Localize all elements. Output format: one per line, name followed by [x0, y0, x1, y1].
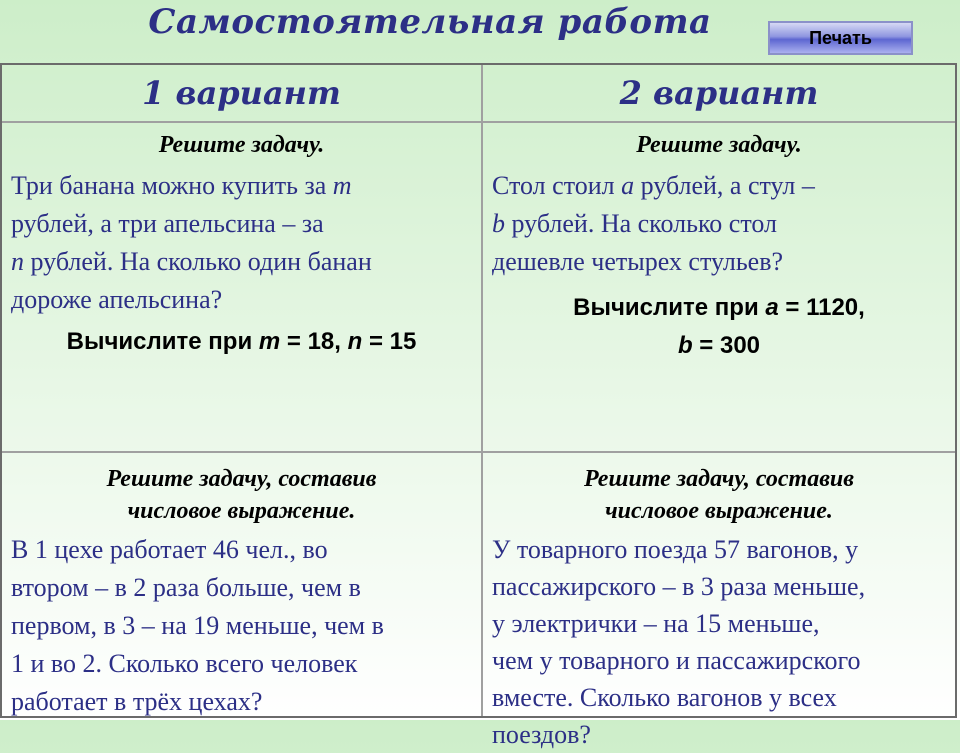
task-text: Три банана можно купить за m рублей, а три апельсина – за n рублей. На сколько один банан дороже апельсина? — [11, 171, 372, 314]
print-button[interactable]: Печать — [768, 21, 913, 55]
calc-instruction: Вычислите при m = 18, n = 15 — [66, 328, 417, 355]
task-1-variant-1 — [2, 123, 483, 453]
variant-1-header: 1 вариант — [2, 65, 483, 123]
task-2-variant-1 — [2, 453, 483, 716]
task-text: Стол стоил a рублей, а стул – b рублей. На сколько стол дешевле четырех стульев? — [492, 171, 815, 276]
tasks-table — [0, 63, 957, 749]
page-title: Самостоятельная работа — [148, 2, 712, 42]
task-heading: Решите задачу. — [158, 132, 325, 158]
task-1-variant-2 — [483, 123, 955, 453]
task-2-variant-2 — [483, 453, 955, 749]
task-heading: Решите задачу, составив числовое выражение. — [106, 466, 377, 524]
task-text: В 1 цехе работает 46 чел., во втором – в 2 раза больше, чем в первом, в 3 – на 19 меньше, чем в 1 и во 2. Сколько всего человек работает в трёх цехах? — [11, 535, 384, 716]
task-text: У товарного поезда 57 вагонов, у пассажирского – в 3 раза меньше, у электрички – на 15 меньше, чем у товарного и пассажирского вместе. Сколько вагонов у всех поездов? — [492, 535, 866, 749]
task-heading: Решите задачу. — [636, 132, 802, 158]
task-heading: Решите задачу, составив числовое выражение. — [584, 466, 854, 524]
calc-instruction: Вычислите при a = 1120, b = 300 — [573, 294, 865, 359]
variant-2-header: 2 вариант — [483, 65, 955, 123]
